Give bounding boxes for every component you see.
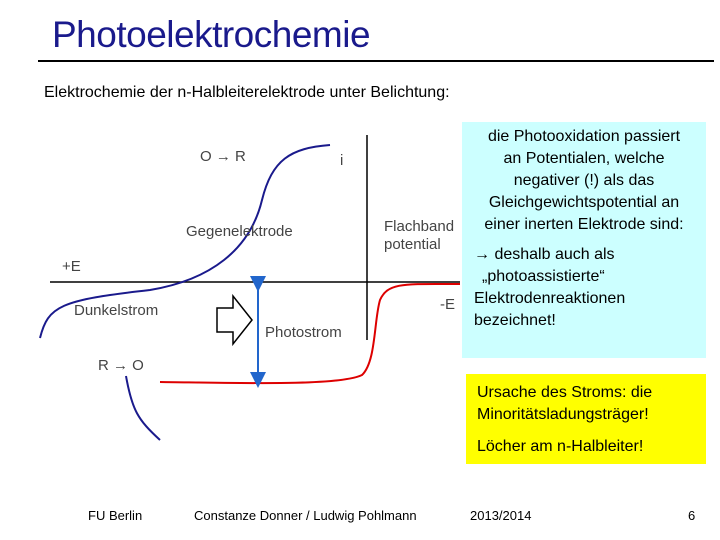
cause-line: Ursache des Stroms: die — [477, 384, 653, 401]
illumination-arrow — [217, 296, 252, 344]
explanation-line: Gleichgewichtspotential an — [488, 194, 680, 211]
cause-box — [466, 374, 706, 464]
label-plus-e: +E — [62, 258, 81, 275]
explanation-line: Elektrodenreaktionen — [474, 290, 626, 307]
explanation-line: einer inerten Elektrode sind: — [484, 216, 684, 233]
explanation-line: an Potentialen, welche — [503, 150, 665, 167]
footer-authors: Constanze Donner / Ludwig Pohlmann — [194, 508, 417, 523]
cause-line: Löcher am n-Halbleiter! — [477, 438, 644, 455]
label-gegenelektrode: Gegenelektrode — [186, 223, 293, 240]
label-minus-e: -E — [440, 296, 455, 313]
label-flachband: Flachband — [384, 218, 455, 235]
footer-semester: 2013/2014 — [470, 508, 532, 523]
footer-institution: FU Berlin — [88, 508, 143, 523]
label-photostrom: Photostrom — [265, 324, 342, 341]
label-current-axis: i — [340, 152, 344, 169]
label-dunkelstrom: Dunkelstrom — [74, 302, 159, 319]
slide-subtitle: Elektrochemie der n-Halbleiterelektrode unter Belichtung: — [44, 84, 450, 101]
label-r-to-o: R → O — [98, 357, 144, 374]
explanation-line: → deshalb auch als — [474, 246, 615, 263]
explanation-line: die Photooxidation passiert — [487, 128, 681, 145]
dark-current-curve-lower — [126, 376, 160, 440]
explanation-line: „photoassistierte“ — [482, 268, 605, 285]
cause-line: Minoritätsladungsträger! — [477, 406, 649, 423]
slide-title: Photoelektrochemie — [52, 14, 371, 55]
explanation-box — [462, 122, 706, 358]
explanation-line: negativer (!) als das — [513, 172, 655, 189]
explanation-line: bezeichnet! — [474, 312, 556, 329]
label-o-to-r: O → R — [200, 148, 246, 165]
label-flachbandpotential: potential — [384, 236, 441, 253]
footer-page-number: 6 — [688, 508, 696, 523]
